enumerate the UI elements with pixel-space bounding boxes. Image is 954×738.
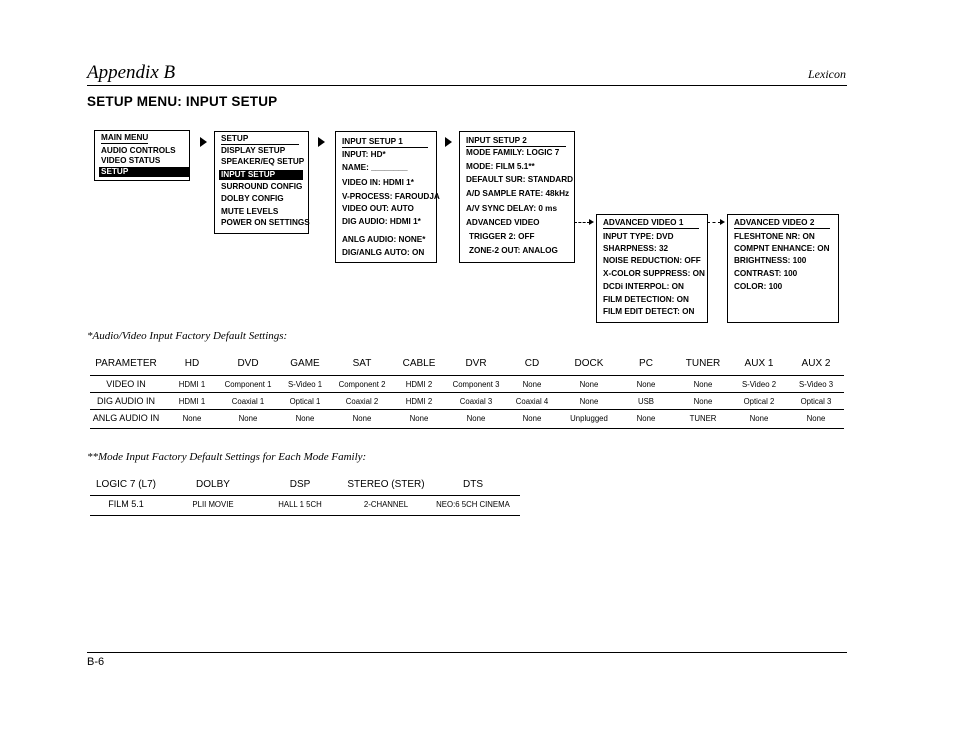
arrow-right-icon [445,137,452,147]
menu-item: CONTRAST: 100 [734,269,798,278]
table-cell: HALL 1 5CH [278,500,322,509]
menu-item: INPUT: HD* [342,150,386,159]
table-cell: None [295,414,315,423]
table-cell: HDMI 2 [405,397,433,406]
table-header: TUNER [685,358,721,369]
table-rule [90,375,844,376]
menu-item: NAME: ________ [342,163,408,172]
table-cell: Component 1 [224,380,272,389]
menu-item: DIG AUDIO: HDMI 1* [342,217,421,226]
advanced-video-2-box [727,214,839,323]
menu-title: ADVANCED VIDEO 1 [603,219,699,229]
menu-item: TRIGGER 2: OFF [469,232,535,241]
row-label: DIG AUDIO IN [96,396,155,406]
table-header: DVR [465,358,487,369]
table-header: PARAMETER [95,358,157,369]
menu-item: NOISE REDUCTION: OFF [603,256,701,265]
menu-item: FLESHTONE NR: ON [734,232,815,241]
menu-item: ADVANCED VIDEO [466,218,540,227]
table-rule [90,495,520,496]
table-cell: None [693,397,713,406]
table-cell: Optical 1 [289,397,321,406]
table-header: SAT [352,358,372,369]
menu-item: SURROUND CONFIG [221,182,303,191]
menu-item: COMPNT ENHANCE: ON [734,244,830,253]
menu-item: COLOR: 100 [734,282,783,291]
table-cell: Coaxial 3 [459,397,493,406]
table-rule [90,428,844,429]
menu-item: VIDEO STATUS [101,156,161,165]
table-cell: None [238,414,258,423]
menu-item: FILM EDIT DETECT: ON [603,307,695,316]
menu-item: MODE FAMILY: LOGIC 7 [466,148,560,157]
table-header: CABLE [402,358,436,369]
table-cell: Coaxial 1 [231,397,265,406]
table-cell: Coaxial 2 [345,397,379,406]
arrow-right-icon [720,219,725,225]
menu-item: X-COLOR SUPPRESS: ON [603,269,705,278]
row-label: VIDEO IN [106,379,146,389]
table-cell: None [522,414,542,423]
menu-item: DCDi INTERPOL: ON [603,282,684,291]
table-cell: None [749,414,769,423]
page-title: Appendix B [87,62,176,83]
menu-title: INPUT SETUP 2 [466,137,566,147]
menu-item: FILM DETECTION: ON [603,295,689,304]
menu-item-selected: INPUT SETUP [219,170,303,180]
table-cell: None [522,380,542,389]
table-header: PC [639,358,653,369]
table-rule [90,392,844,393]
table-header: STEREO (STER) [347,479,425,490]
table-cell: None [409,414,429,423]
table-cell: USB [637,397,655,406]
menu-item: POWER ON SETTINGS [221,218,310,227]
menu-title: ADVANCED VIDEO 2 [734,219,830,229]
table-header: AUX 1 [744,358,774,369]
menu-item-selected: SETUP [99,167,189,177]
table1-note: *Audio/Video Input Factory Default Settings: [87,330,288,342]
menu-item: DISPLAY SETUP [221,146,286,155]
table2-note: **Mode Input Factory Default Settings for Each Mode Family: [87,451,367,463]
table-cell: None [693,380,713,389]
table-cell: Component 2 [338,380,386,389]
table-cell: None [636,414,656,423]
table-header: GAME [290,358,320,369]
table-cell: None [466,414,486,423]
table-cell: PLII MOVIE [192,500,234,509]
table-cell: None [579,380,599,389]
table-cell: S-Video 1 [287,380,323,389]
table-header: DOCK [574,358,604,369]
table-header: DSP [289,479,311,490]
menu-item: DIG/ANLG AUTO: ON [342,248,425,257]
arrow-right-icon [200,137,207,147]
section-title: SETUP MENU: INPUT SETUP [87,94,278,109]
footer-rule [87,652,847,653]
menu-item: DEFAULT SUR: STANDARD [466,175,574,184]
table-rule [90,409,844,410]
row-label: ANLG AUDIO IN [92,413,160,423]
table-header: AUX 2 [801,358,831,369]
table-cell: Coaxial 4 [515,397,549,406]
table-cell: 2-CHANNEL [363,500,409,509]
menu-item: MUTE LEVELS [221,207,279,216]
menu-item: VIDEO IN: HDMI 1* [342,178,414,187]
menu-item: BRIGHTNESS: 100 [734,256,807,265]
table-header: DOLBY [196,479,230,490]
menu-item: DOLBY CONFIG [221,194,284,203]
table-header: LOGIC 7 (L7) [95,479,157,490]
menu-title: SETUP [221,135,299,145]
menu-item: V-PROCESS: FAROUDJA [342,192,440,201]
input-setup-2-box [459,131,575,263]
header-rule [87,85,847,86]
table-cell: HDMI 1 [178,397,206,406]
main-menu-box [94,130,190,181]
page-number: B-6 [87,656,105,668]
table-cell: NEO:6 5CH CINEMA [436,500,510,509]
table-cell: None [806,414,826,423]
menu-item: A/D SAMPLE RATE: 48kHz [466,189,570,198]
table-cell: S-Video 3 [798,380,834,389]
table-cell: TUNER [689,414,717,423]
advanced-video-1-box [596,214,708,323]
setup-menu-box [214,131,309,234]
menu-item: AUDIO CONTROLS [101,146,176,155]
table-cell: None [182,414,202,423]
table-header: HD [184,358,200,369]
table-cell: HDMI 1 [178,380,206,389]
table-cell: None [352,414,372,423]
menu-item: ZONE-2 OUT: ANALOG [469,246,558,255]
table-cell: Unplugged [570,414,608,423]
input-setup-1-box [335,131,440,263]
table-header: DVD [237,358,259,369]
menu-item: ANLG AUDIO: NONE* [342,235,426,244]
row-label: FILM 5.1 [108,499,144,509]
table-cell: S-Video 2 [741,380,777,389]
table-cell: Optical 3 [800,397,832,406]
connector-line [574,222,590,223]
menu-item: VIDEO OUT: AUTO [342,204,414,213]
table-header: CD [524,358,540,369]
arrow-right-icon [589,219,594,225]
table-cell: HDMI 2 [405,380,433,389]
table-header: DTS [463,479,483,490]
brand-label: Lexicon [808,67,846,81]
table-cell: None [579,397,599,406]
menu-item: INPUT TYPE: DVD [603,232,674,241]
table-cell: Optical 2 [743,397,775,406]
menu-title: INPUT SETUP 1 [342,138,428,148]
connector-line [707,222,721,223]
table-rule [90,515,520,516]
menu-item: A/V SYNC DELAY: 0 ms [466,204,557,213]
arrow-right-icon [318,137,325,147]
menu-title: MAIN MENU [101,134,148,144]
menu-item: SHARPNESS: 32 [603,244,669,253]
table-cell: None [636,380,656,389]
menu-item: SPEAKER/EQ SETUP [221,157,305,166]
table-cell: Component 3 [452,380,500,389]
menu-item: MODE: FILM 5.1** [466,162,535,171]
